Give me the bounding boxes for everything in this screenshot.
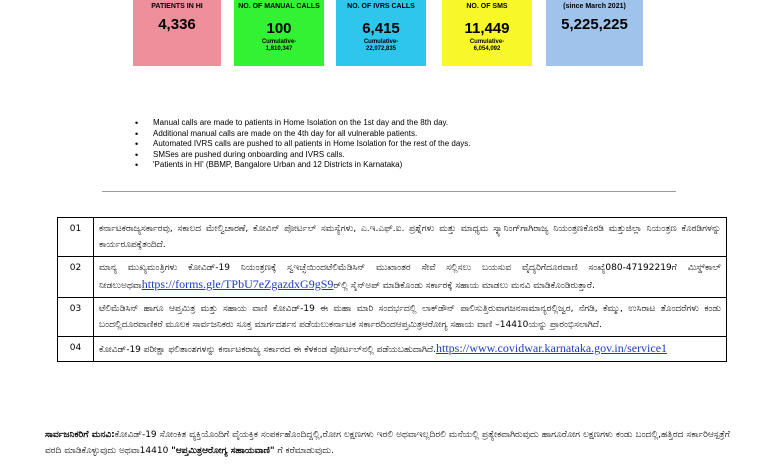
table-row [58,257,727,298]
tile-patients-in-hi [133,0,221,66]
tile-value: 6,415 [362,20,400,37]
appeal-heading: ಸಾರ್ವಜನಿಕರಿಗೆ ಮನವಿ: [45,430,115,440]
notes-list [135,118,471,171]
row-number: 03 [58,298,94,337]
list-item: • Automated IVRS calls are pushed to all patients in Home Isolation for the rest of the days. [135,139,471,150]
covidwar-portal-link[interactable]: https://www.covidwar.karnataka.gov.in/service1 [436,341,668,355]
tile-since-march [546,0,643,66]
stats-tiles [133,0,633,66]
list-item: • 'Patients in HI' (BBMP, Bangalore Urban and 12 Districts in Karnataka) [135,160,471,171]
public-appeal [45,427,730,459]
signup-form-link[interactable]: https://forms.gle/TPbU7eZgazdxG9gS9 [141,277,334,291]
tile-label: NO. OF MANUAL CALLS [238,3,320,10]
tile-cumulative: Cumulative- 1,810,347 [261,39,297,52]
tile-value: 4,336 [158,16,196,33]
helpline-name: "ಆಪ್ತಮಿತ್ರಆರೋಗ್ಯ ಸಹಾಯವಾಣಿ" [171,446,275,456]
list-item: • Additional manual calls are made on the 4th day for all vulnerable patients. [135,129,471,140]
tile-label: NO. OF SMS [466,3,508,10]
tile-label: PATIENTS IN HI [151,3,203,10]
divider [102,191,676,192]
tile-label: NO. OF IVRS CALLS [347,3,415,10]
info-table [57,217,727,362]
tile-cumulative: Cumulative- 22,072,835 [363,39,399,52]
row-text: ಟೆಲಿಮೆಡಿಸಿನ್ ಹಾಗೂ ಆಪ್ತಮಿತ್ರ ಮತ್ತು ಸಹಾಯ ವಾಣಿ ಕೋವಿಡ್-19 ಈ ಮಹಾ ಮಾರಿ ಸಂದರ್ಭದಲ್ಲಿ ಲಾಕ್‌ಡೌನ್ ಪಾಲಿಸುತ್ತಿರುವಾಗಜನಸಾಮಾನ್ಯರಲ್ಲಿಜ್ವರ, ನೆಗಡಿ, ಕೆಮ್ಮು, ಉಸಿರಾಟ ತೊಂದರೆಗಳು ಕಂಡು ಬಂದಲ್ಲಿದೂರವಾಣಿಕರೆ ಮೂಲಕ ಸಾರ್ವಜನಿಕರು ಸೂಕ್ತ ಮಾರ್ಗದರ್ಶನ ಪಡೆಯಲುಕರ್ನಾಟಕ ಸರ್ಕಾರದಿಂದಆಪ್ತಮಿತ್ರಆರೋಗ್ಯ ಸಹಾಯ ವಾಣಿ –14410ಯನ್ನು ಪ್ರಾರಂಭಿಸಲಾಗಿದೆ. [94,298,727,337]
row-number: 01 [58,218,94,257]
list-item: • SMSes are pushed during onboarding and IVRS calls. [135,150,471,161]
row-text: ಕೋವಿಡ್-19 ಪರೀಕ್ಷಾ ಫಲಿತಾಂಶಗಳನ್ನು ಕರ್ನಾಟಕರಾಜ್ಯ ಸರ್ಕಾರದ ಈ ಕೆಳಕಂಡ ಪೋರ್ಟಲ್‌ನಲ್ಲಿ ಪಡೆಯಬಹುದಾಗಿದೆ.https://www.covidwar.karnataka.gov.in/service1 [94,337,727,362]
row-text: ಮಾನ್ಯ ಮುಖ್ಯಮಂತ್ರಿಗಳು ಕೋವಿಡ್-19 ನಿಯಂತ್ರಣಕ್ಕೆ ಸ್ವಇಚ್ಛೆಯಿಂದಟೆಲಿಮೆಡಿಸಿನ್ ಮುಖಾಂತರ ಸೇವೆ ಸಲ್ಲಿಸಲು ಬಯಸುವ ವೈದ್ಯರಿಗೆದೂರವಾಣಿ ಸಂಖ್ಯೆ080-47192219ಗೆ ಮಿಸ್ಡ್‌ಕಾಲ್ ನೀಡಲುಅಥವಾhttps://forms.gle/TPbU7eZgazdxG9gS9ರ್‌ಲ್ಲಿ ಸೈನ್‌ಅಪ್ ಮಾಡಿಕೊಂಡು ಸರ್ಕಾರಕ್ಕೆ ಸಹಾಯ ಮಾಡಲು ಮನವಿ ಮಾಡಿಕೊಂಡಿರುತ್ತಾರೆ. [94,257,727,298]
list-item: • Manual calls are made to patients in Home Isolation on the 1st day and the 8th day. [135,118,471,129]
row-number: 04 [58,337,94,362]
tile-label: (since March 2021) [563,3,626,10]
tile-sms [442,0,532,66]
tile-manual-calls [234,0,324,66]
table-row [58,218,727,257]
table-row [58,298,727,337]
tile-ivrs-calls [336,0,426,66]
tile-cumulative: Cumulative- 6,054,092 [469,39,505,52]
table-row [58,337,727,362]
row-text: ಕರ್ನಾಟಕರಾಜ್ಯಸರ್ಕಾರವು, ಸಕಾಲದ ಮೇಲ್ವಿಚಾರಣೆ, ಕೋವಿನ್ ಪೋರ್ಟಲ್ ಸಮಸ್ಯೆಗಳು, ಎ.ಇ.ಎಫ್.ಐ. ಪ್ರಶ್ನೆಗಳು ಮತ್ತು ಮಾಧ್ಯಮ ಸ್ಕ್ಯಾನಿಂಗ್‌ಗಾಗಿರಾಜ್ಯ ನಿಯಂತ್ರಣಕೊಠಡಿ ಮತ್ತುಜಿಲ್ಲಾ ನಿಯಂತ್ರಣ ಕೊಠಡಿಗಳನ್ನು ಕಾರ್ಯರೂಪಕ್ಕೆತಂದಿದೆ. [94,218,727,257]
tile-value: 5,225,225 [561,16,628,33]
tile-value: 100 [266,20,292,37]
tile-value: 11,449 [464,20,510,37]
appeal-text-end: ಗೆ ಕರೆಮಾಡುವುದು. [274,446,334,456]
appeal-text: ಕೋವಿಡ್-19 ಸೋಂಕಿತ ವ್ಯಕ್ತಿಯೊಂದಿಗೆ ವೈಯಕ್ತಿಕ ಸಂಪರ್ಕಹೊಂದಿದ್ದಲ್ಲಿ,ರೋಗ ಲಕ್ಷಣಗಳು ಇರಲಿ ಅಥವಾಇಲ್ಲದಿರಲಿ ಮನೆಯಲ್ಲಿ ಪ್ರತ್ಯೇಕವಾಗಿರುವುದು ಹಾಗೂರೋಗ ಲಕ್ಷಣಗಳು ಕಂಡು ಬಂದಲ್ಲಿ,ಹತ್ತಿರದ ಸರ್ಕಾರಿಆಸ್ಪತ್ರೆಗೆ ವರದಿ ಮಾಡಿಕೊಳ್ಳುವುದು ಅಥವಾ14410 [45,430,730,456]
row-number: 02 [58,257,94,298]
